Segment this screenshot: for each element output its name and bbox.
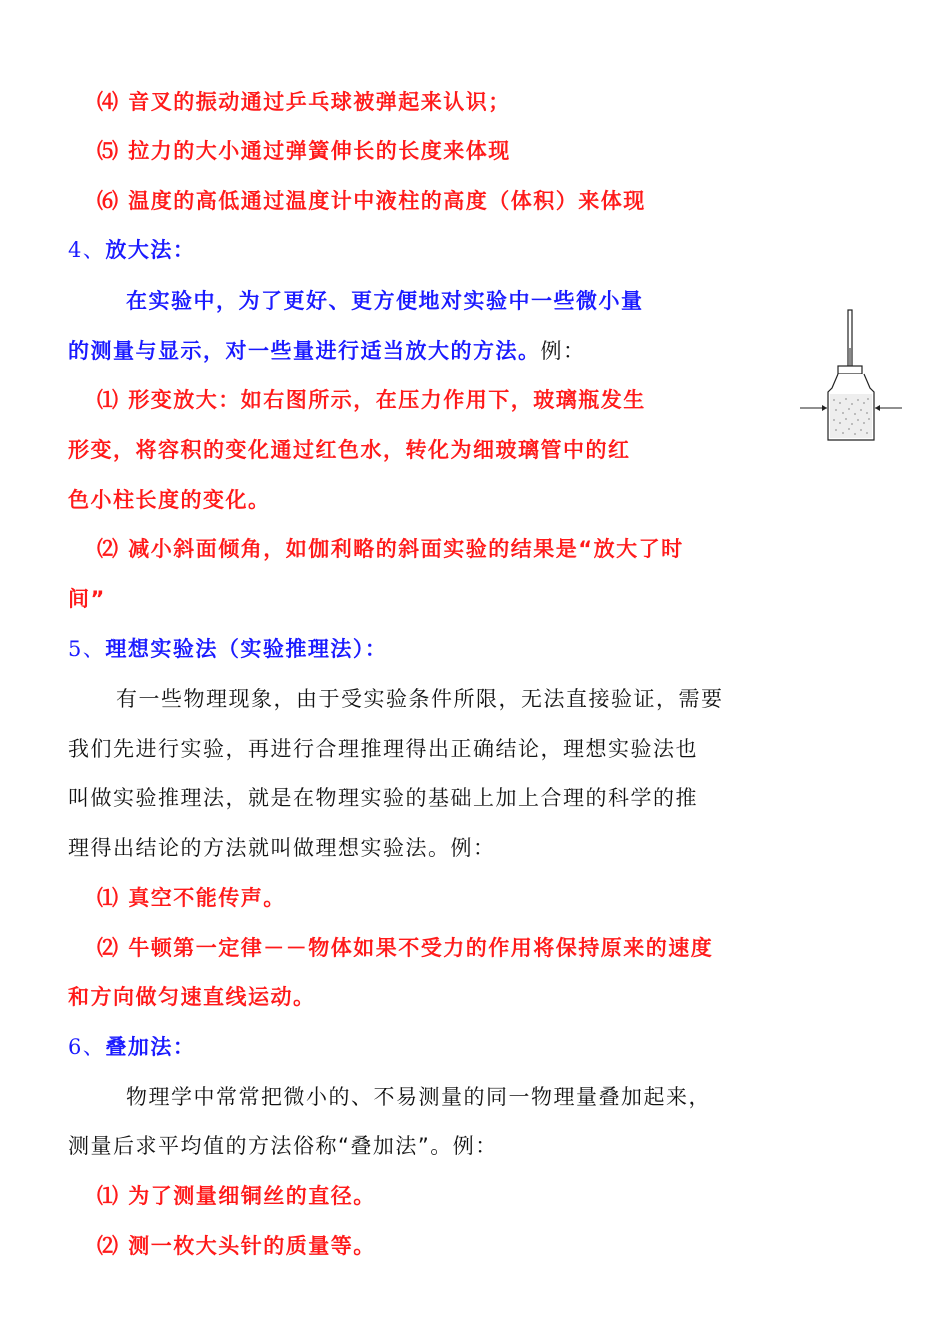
section-4-intro-tail: 例：	[540, 339, 586, 363]
section-6-example-2: ⑵ 测一枚大头针的质量等。	[97, 1234, 376, 1258]
section-5-title: 理想实验法（实验推理法）：	[105, 637, 388, 661]
example-spring-force: ⑸ 拉力的大小通过弹簧伸长的长度来体现	[97, 139, 511, 163]
section-6-title: 叠加法：	[105, 1035, 196, 1059]
section-4-heading	[68, 235, 195, 265]
section-5-paragraph-line-1: 有一些物理现象，由于受实验条件所限，无法直接验证，需要	[116, 687, 724, 711]
glass-bottle-figure	[798, 308, 904, 448]
section-4-example-1-line-3: 色小柱长度的变化。	[68, 488, 271, 512]
section-4-example-1-line-1: ⑴ 形变放大：如右图所示，在压力作用下，玻璃瓶发生	[97, 388, 646, 412]
section-4-intro-line-1: 在实验中，为了更好、更方便地对实验中一些微小量	[126, 289, 644, 313]
section-4-example-2-line-2: 间”	[68, 587, 106, 611]
section-5-example-1: ⑴ 真空不能传声。	[97, 886, 286, 910]
section-4-number: 4、	[68, 238, 106, 262]
section-5-number: 5、	[68, 637, 106, 661]
section-5-example-2-line-2: 和方向做匀速直线运动。	[68, 985, 316, 1009]
section-4-intro-line-2	[68, 336, 586, 366]
section-5-paragraph-line-2: 我们先进行实验，再进行合理推理得出正确结论，理想实验法也	[68, 737, 698, 761]
section-6-paragraph-line-1: 物理学中常常把微小的、不易测量的同一物理量叠加起来，	[126, 1085, 711, 1109]
section-4-example-2-line-1: ⑵ 减小斜面倾角，如伽利略的斜面实验的结果是“放大了时	[97, 537, 684, 561]
section-4-intro-text: 的测量与显示，对一些量进行适当放大的方法。	[68, 339, 541, 363]
section-5-paragraph-line-3: 叫做实验推理法，就是在物理实验的基础上加上合理的科学的推	[68, 786, 698, 810]
section-6-number: 6、	[68, 1035, 106, 1059]
example-tuning-fork: ⑷ 音叉的振动通过乒乓球被弹起来认识；	[97, 90, 511, 114]
section-6-example-1: ⑴ 为了测量细铜丝的直径。	[97, 1184, 376, 1208]
example-thermometer: ⑹ 温度的高低通过温度计中液柱的高度（体积）来体现	[97, 189, 646, 213]
section-5-heading	[68, 634, 387, 664]
section-5-paragraph-line-4: 理得出结论的方法就叫做理想实验法。例：	[68, 836, 496, 860]
section-4-example-1-line-2: 形变，将容积的变化通过红色水，转化为细玻璃管中的红	[68, 438, 631, 462]
section-6-heading	[68, 1032, 195, 1062]
section-5-example-2-line-1: ⑵ 牛顿第一定律－－物体如果不受力的作用将保持原来的速度	[97, 936, 714, 960]
section-6-paragraph-line-2: 测量后求平均值的方法俗称“叠加法”。例：	[68, 1134, 498, 1158]
section-4-title: 放大法：	[105, 238, 196, 262]
